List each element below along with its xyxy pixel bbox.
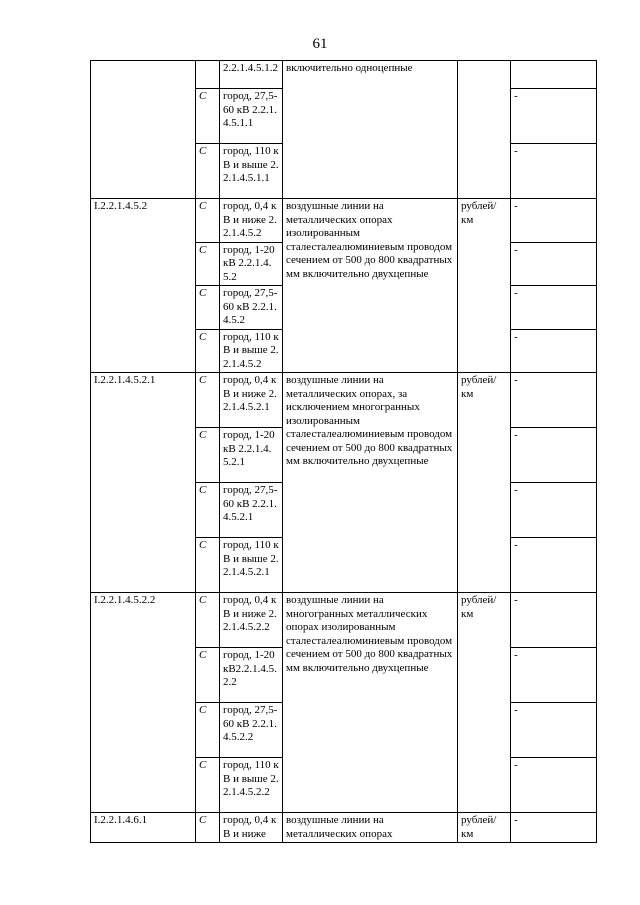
zone-voltage-cell: город, 0,4 кВ и ниже 2.2.1.4.5.2.1 (220, 373, 283, 428)
unit-cell: рублей/км (458, 593, 511, 813)
value-cell: - (511, 373, 597, 428)
value-cell: - (511, 648, 597, 703)
value-cell: - (511, 199, 597, 243)
category-letter-cell: С (196, 648, 220, 703)
category-letter-cell: С (196, 483, 220, 538)
tariff-table-body (91, 61, 597, 843)
zone-voltage-cell: город, 1-20 кВ 2.2.1.4.5.2.1 (220, 428, 283, 483)
page-number: 61 (312, 36, 328, 52)
item-code-cell: I.2.2.1.4.5.2.1 (91, 373, 196, 593)
category-letter-cell: С (196, 813, 220, 843)
category-letter-cell (196, 61, 220, 89)
category-letter-cell: С (196, 593, 220, 648)
category-letter-cell: С (196, 703, 220, 758)
table-row (91, 813, 597, 843)
zone-voltage-cell: город, 110 кВ и выше 2.2.1.4.5.2.1 (220, 538, 283, 593)
category-letter-cell: С (196, 758, 220, 813)
table-row (91, 61, 597, 89)
category-letter-cell: С (196, 242, 220, 286)
category-letter-cell: С (196, 373, 220, 428)
table-row (91, 199, 597, 243)
item-code-cell: I.2.2.1.4.5.2 (91, 199, 196, 373)
zone-voltage-cell: город, 27,5-60 кВ 2.2.1.4.5.1.1 (220, 89, 283, 144)
value-cell: - (511, 89, 597, 144)
value-cell: - (511, 813, 597, 843)
category-letter-cell: С (196, 329, 220, 373)
tariff-table (90, 60, 597, 843)
value-cell: - (511, 428, 597, 483)
unit-cell (458, 61, 511, 199)
category-letter-cell: С (196, 144, 220, 199)
unit-cell: рублей/км (458, 813, 511, 843)
value-cell: - (511, 144, 597, 199)
value-cell: - (511, 242, 597, 286)
item-code-cell: I.2.2.1.4.5.2.2 (91, 593, 196, 813)
item-code-cell: I.2.2.1.4.6.1 (91, 813, 196, 843)
line-description-cell: воздушные линии на металлических опорах изолированным сталесталеалюминиевым проводом сечением от 500 до 800 квадратных мм включительно двухцепные (283, 199, 458, 373)
zone-voltage-cell: город, 110 кВ и выше 2.2.1.4.5.1.1 (220, 144, 283, 199)
value-cell: - (511, 703, 597, 758)
zone-voltage-cell: город, 110 кВ и выше 2.2.1.4.5.2 (220, 329, 283, 373)
line-description-cell: воздушные линии на металлических опорах, за исключением многогранных изолированным сталесталеалюминиевым проводом сечением от 500 до 800 квадратных мм включительно двухцепные (283, 373, 458, 593)
zone-voltage-cell: город, 0,4 кВ и ниже (220, 813, 283, 843)
value-cell: - (511, 483, 597, 538)
zone-voltage-cell: город, 0,4 кВ и ниже 2.2.1.4.5.2 (220, 199, 283, 243)
category-letter-cell: С (196, 286, 220, 330)
line-description-cell: включительно одноцепные (283, 61, 458, 199)
category-letter-cell: С (196, 538, 220, 593)
category-letter-cell: С (196, 428, 220, 483)
category-letter-cell: С (196, 89, 220, 144)
line-description-cell: воздушные линии на многогранных металлических опорах изолированным сталесталеалюминиевым проводом сечением от 500 до 800 квадратных мм включительно двухцепные (283, 593, 458, 813)
value-cell: - (511, 758, 597, 813)
value-cell: - (511, 538, 597, 593)
table-row (91, 593, 597, 648)
line-description-cell: воздушные линии на металлических опорах (283, 813, 458, 843)
table-row (91, 373, 597, 428)
zone-voltage-cell: город, 1-20 кВ 2.2.1.4.5.2 (220, 242, 283, 286)
unit-cell: рублей/км (458, 199, 511, 373)
zone-voltage-cell: город, 27,5-60 кВ 2.2.1.4.5.2.2 (220, 703, 283, 758)
value-cell: - (511, 593, 597, 648)
value-cell: - (511, 329, 597, 373)
zone-voltage-cell: город, 110 кВ и выше 2.2.1.4.5.2.2 (220, 758, 283, 813)
category-letter-cell: С (196, 199, 220, 243)
zone-voltage-cell: город, 27,5-60 кВ 2.2.1.4.5.2.1 (220, 483, 283, 538)
zone-voltage-cell: город, 1-20 кВ2.2.1.4.5.2.2 (220, 648, 283, 703)
zone-voltage-cell: город, 27,5-60 кВ 2.2.1.4.5.2 (220, 286, 283, 330)
item-code-cell (91, 61, 196, 199)
zone-voltage-cell: город, 0,4 кВ и ниже 2.2.1.4.5.2.2 (220, 593, 283, 648)
value-cell (511, 61, 597, 89)
unit-cell: рублей/км (458, 373, 511, 593)
value-cell: - (511, 286, 597, 330)
zone-voltage-cell: 2.2.1.4.5.1.2 (220, 61, 283, 89)
